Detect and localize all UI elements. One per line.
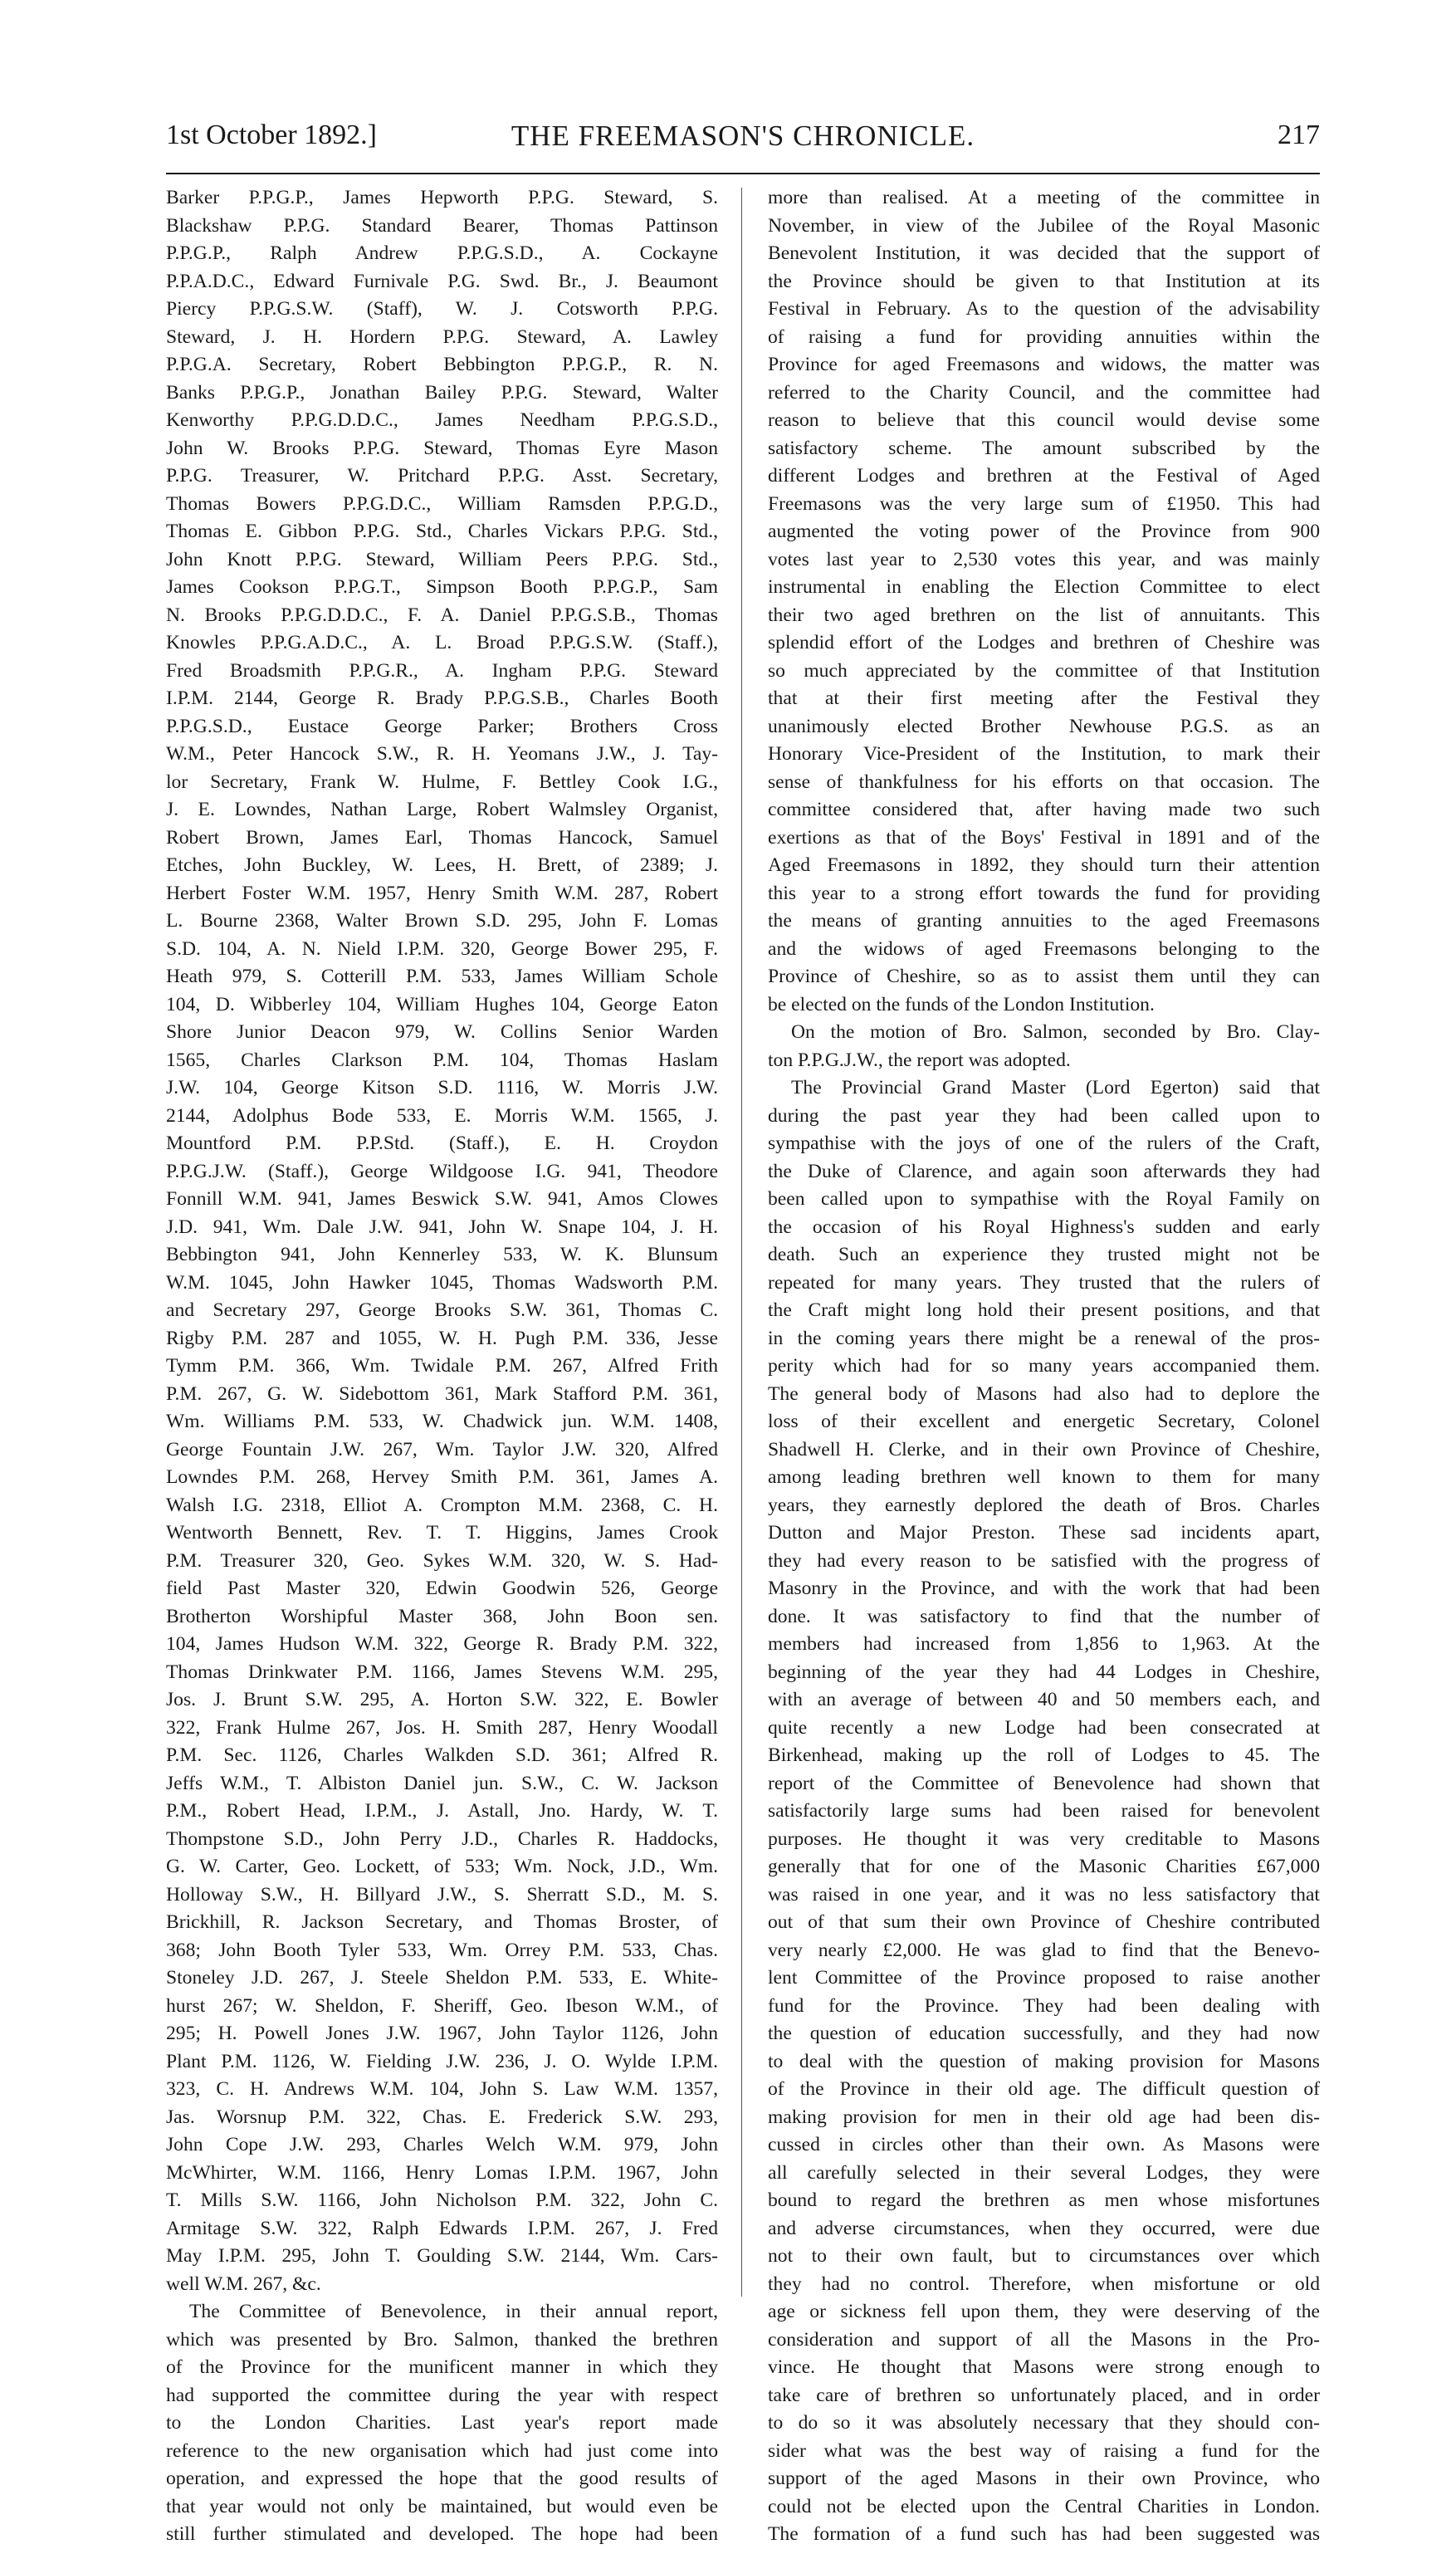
text-line: James Cookson P.P.G.T., Simpson Booth P.P.G.P., Sam — [166, 576, 718, 598]
left-column — [166, 184, 718, 2549]
text-line: operation, and expressed the hope that the good results of — [166, 2468, 718, 2489]
text-line: P.M. Sec. 1126, Charles Walkden S.D. 361; Alfred R. — [166, 1744, 718, 1766]
text-line: P.P.G. Treasurer, W. Pritchard P.P.G. Asst. Secretary, — [166, 465, 718, 487]
text-line: years, they earnestly deplored the death of Bros. Charles — [768, 1494, 1320, 1516]
text-line: P.P.G.A. Secretary, Robert Bebbington P.P.G.P., R. N. — [166, 354, 718, 375]
text-line: Holloway S.W., H. Billyard J.W., S. Sherratt S.D., M. S. — [166, 1883, 718, 1906]
text-line: of the Province in their old age. The difficult question of — [768, 2078, 1320, 2100]
text-line: Stoneley J.D. 267, J. Steele Sheldon P.M. 533, E. White- — [166, 1967, 718, 1989]
text-line: the means of granting annuities to the aged Freemasons — [768, 910, 1320, 932]
text-line: Brotherton Worshipful Master 368, John Boon sen. — [166, 1605, 718, 1627]
text-line: fund for the Province. They had been dealing with — [768, 1994, 1320, 2017]
text-line: Jos. J. Brunt S.W. 295, A. Horton S.W. 322, E. Bowler — [166, 1689, 718, 1710]
text-line: P.P.A.D.C., Edward Furnivale P.G. Swd. Br., J. Beaumont — [166, 270, 718, 292]
text-line: hurst 267; W. Sheldon, F. Sheriff, Geo. Ibeson W.M., of — [166, 1994, 718, 2017]
text-line: J.D. 941, Wm. Dale J.W. 941, John W. Snape 104, J. H. — [166, 1216, 718, 1238]
text-line: referred to the Charity Council, and the committee had — [768, 381, 1320, 404]
page-number: 217 — [1278, 120, 1320, 150]
text-line: splendid effort of the Lodges and brethren of Cheshire was — [768, 632, 1320, 653]
text-line: Thomas E. Gibbon P.P.G. Std., Charles Vickars P.P.G. Std., — [166, 521, 718, 542]
publication-title: THE FREEMASON'S CHRONICLE. — [511, 120, 975, 152]
text-line: very nearly £2,000. He was glad to find that the Benevo- — [768, 1939, 1320, 1961]
text-line: Banks P.P.G.P., Jonathan Bailey P.P.G. Steward, Walter — [166, 381, 718, 404]
text-line: loss of their excellent and energetic Secretary, Colonel — [768, 1411, 1320, 1432]
text-line: well W.M. 267, &c. — [166, 2273, 321, 2295]
text-line: Wm. Williams P.M. 533, W. Chadwick jun. W.M. 1408, — [166, 1411, 718, 1432]
text-line: P.P.G.P., Ralph Andrew P.P.G.S.D., A. Cockayne — [166, 242, 718, 264]
text-line: Thomas Drinkwater P.M. 1166, James Stevens W.M. 295, — [166, 1661, 718, 1683]
text-line: take care of brethren so unfortunately placed, and in order — [768, 2384, 1320, 2406]
text-line: had supported the committee during the year with respect — [166, 2384, 718, 2406]
text-line: in the coming years there might be a renewal of the pros- — [768, 1327, 1320, 1349]
text-line: Thomas Bowers P.P.G.D.C., William Ramsden P.P.G.D., — [166, 492, 718, 515]
text-line: the question of education successfully, and they had now — [768, 2023, 1320, 2044]
text-line: November, in view of the Jubilee of the Royal Masonic — [768, 214, 1320, 237]
text-line: and the widows of aged Freemasons belonging to the — [768, 937, 1320, 960]
text-line: support of the aged Masons in their own Province, who — [768, 2468, 1320, 2489]
text-line: J. E. Lowndes, Nathan Large, Robert Walmsley Organist, — [166, 799, 718, 820]
text-line: P.M., Robert Head, I.P.M., J. Astall, Jno. Hardy, W. T. — [166, 1800, 718, 1822]
text-line: Honorary Vice-President of the Institution, to mark their — [768, 743, 1320, 765]
text-line: P.M. Treasurer 320, Geo. Sykes W.M. 320, W. S. Had- — [166, 1549, 718, 1572]
text-line: and Secretary 297, George Brooks S.W. 361, Thomas C. — [166, 1299, 718, 1321]
text-line: done. It was satisfactory to find that the number of — [768, 1605, 1320, 1627]
text-line: Armitage S.W. 322, Ralph Edwards I.P.M. 267, J. Fred — [166, 2217, 718, 2239]
text-line: they had every reason to be satisfied with the progress of — [768, 1549, 1320, 1572]
text-line: The Committee of Benevolence, in their annual report, — [189, 2301, 718, 2322]
text-line: John Knott P.P.G. Steward, William Peers P.P.G. Std., — [166, 548, 718, 570]
text-line: S.D. 104, A. N. Nield I.P.M. 320, George Bower 295, F. — [166, 937, 718, 960]
text-line: among leading brethren well known to them for many — [768, 1466, 1320, 1488]
text-line: Jas. Worsnup P.M. 322, Chas. E. Frederick S.W. 293, — [166, 2106, 718, 2128]
text-line: generally that for one of the Masonic Charities £67,000 — [768, 1856, 1320, 1877]
text-line: Masonry in the Province, and with the work that had been — [768, 1578, 1320, 1599]
text-line: been called upon to sympathise with the Royal Family on — [768, 1188, 1320, 1210]
text-line: The Provincial Grand Master (Lord Egerton) said that — [791, 1077, 1320, 1098]
text-line: bound to regard the brethren as men whose misfortunes — [768, 2189, 1320, 2211]
text-line: and adverse circumstances, when they occurred, were due — [768, 2217, 1320, 2239]
text-line: McWhirter, W.M. 1166, Henry Lomas I.P.M. 1967, John — [166, 2161, 718, 2184]
text-line: instrumental in enabling the Election Committee to elect — [768, 576, 1320, 598]
text-line: sider what was the best way of raising a fund for the — [768, 2439, 1320, 2462]
text-line: all carefully selected in their several Lodges, they were — [768, 2161, 1320, 2184]
text-line: Fonnill W.M. 941, James Beswick S.W. 941, Amos Clowes — [166, 1188, 718, 1210]
text-line: Thompstone S.D., John Perry J.D., Charles R. Haddocks, — [166, 1827, 718, 1850]
text-line: votes last year to 2,530 votes this year, and was mainly — [768, 548, 1320, 570]
text-line: purposes. He thought it was very creditable to Masons — [768, 1827, 1320, 1850]
text-line: T. Mills S.W. 1166, John Nicholson P.M. 322, John C. — [166, 2189, 718, 2211]
text-line: so much appreciated by the committee of that Institution — [768, 659, 1320, 682]
text-line: Kenworthy P.P.G.D.D.C., James Needham P.P.G.S.D., — [166, 409, 718, 431]
text-line: reference to the new organisation which had just come into — [166, 2439, 718, 2462]
text-line: age or sickness fell upon them, they were deserving of the — [768, 2301, 1320, 2322]
text-line: ton P.P.G.J.W., the report was adopted. — [768, 1049, 1071, 1071]
text-line: John Cope J.W. 293, Charles Welch W.M. 979, John — [166, 2134, 718, 2155]
text-line: quite recently a new Lodge had been consecrated at — [768, 1716, 1320, 1739]
text-line: augmented the voting power of the Province from 900 — [768, 521, 1320, 542]
text-line: members had increased from 1,856 to 1,963. At the — [768, 1633, 1320, 1655]
text-line: which was presented by Bro. Salmon, thanked the brethren — [166, 2328, 718, 2351]
text-line: 322, Frank Hulme 267, Jos. H. Smith 287, Henry Woodall — [166, 1716, 718, 1739]
text-line: reason to believe that this council would devise some — [768, 409, 1320, 431]
text-line: J.W. 104, George Kitson S.D. 1116, W. Morris J.W. — [166, 1077, 718, 1098]
text-line: Aged Freemasons in 1892, they should turn their attention — [768, 854, 1320, 876]
text-line: the Province should be given to that Institution at its — [768, 270, 1320, 292]
text-line: On the motion of Bro. Salmon, seconded by Bro. Clay- — [791, 1021, 1320, 1043]
text-line: P.P.G.J.W. (Staff.), George Wildgoose I.G. 941, Theodore — [166, 1160, 718, 1182]
text-line: Etches, John Buckley, W. Lees, H. Brett, of 2389; J. — [166, 854, 718, 876]
text-line: vince. He thought that Masons were strong enough to — [768, 2356, 1320, 2378]
text-line: The general body of Masons had also had to deplore the — [768, 1382, 1320, 1405]
text-line: perity which had for so many years accompanied them. — [768, 1355, 1320, 1377]
text-line: Heath 979, S. Cotterill P.M. 533, James William Schole — [166, 966, 718, 987]
text-line: 323, C. H. Andrews W.M. 104, John S. Law W.M. 1357, — [166, 2078, 718, 2100]
text-line: the Duke of Clarence, and again soon afterwards they had — [768, 1160, 1320, 1182]
text-line: N. Brooks P.P.G.D.D.C., F. A. Daniel P.P.G.S.B., Thomas — [166, 604, 718, 626]
text-line: 368; John Booth Tyler 533, Wm. Orrey P.M. 533, Chas. — [166, 1939, 718, 1961]
text-line: sympathise with the joys of one of the rulers of the Craft, — [768, 1133, 1320, 1154]
text-line: lent Committee of the Province proposed to raise another — [768, 1967, 1320, 1989]
text-line: not to their own fault, but to circumstances over which — [768, 2245, 1320, 2267]
text-line: could not be elected upon the Central Charities in London. — [768, 2495, 1320, 2517]
text-line: Shadwell H. Clerke, and in their own Province of Cheshire, — [768, 1438, 1320, 1460]
text-line: to the London Charities. Last year's report made — [166, 2412, 718, 2434]
text-line: 2144, Adolphus Bode 533, E. Morris W.M. 1565, J. — [166, 1104, 718, 1127]
text-line: with an average of between 40 and 50 members each, and — [768, 1689, 1320, 1710]
text-line: P.P.G.S.D., Eustace George Parker; Brothers Cross — [166, 715, 718, 737]
text-line: beginning of the year they had 44 Lodges in Cheshire, — [768, 1661, 1320, 1683]
text-line: Freemasons was the very large sum of £1950. This had — [768, 492, 1320, 515]
text-line: Knowles P.P.G.A.D.C., A. L. Broad P.P.G.S.W. (Staff.), — [166, 632, 718, 653]
text-line: Tymm P.M. 366, Wm. Twidale P.M. 267, Alfred Frith — [166, 1355, 718, 1377]
text-line: Blackshaw P.P.G. Standard Bearer, Thomas Pattinson — [166, 214, 718, 237]
text-line: Bebbington 941, John Kennerley 533, W. K. Blunsum — [166, 1244, 718, 1265]
text-line: Herbert Foster W.M. 1957, Henry Smith W.M. 287, Robert — [166, 882, 718, 904]
text-line: to deal with the question of making provision for Masons — [768, 2050, 1320, 2072]
text-line: Jeffs W.M., T. Albiston Daniel jun. S.W., C. W. Jackson — [166, 1772, 718, 1794]
text-line: exertions as that of the Boys' Festival in 1891 and of the — [768, 826, 1320, 849]
text-line: Barker P.P.G.P., James Hepworth P.P.G. Steward, S. — [166, 187, 718, 208]
text-line: cussed in circles other than their own. As Masons were — [768, 2134, 1320, 2155]
text-line: Province for aged Freemasons and widows, the matter was — [768, 354, 1320, 375]
text-line: Robert Brown, James Earl, Thomas Hancock, Samuel — [166, 826, 718, 849]
text-line: consideration and support of all the Masons in the Pro- — [768, 2328, 1320, 2351]
text-line: the Craft might long hold their present positions, and that — [768, 1299, 1320, 1321]
text-line: satisfactorily large sums had been raised for benevolent — [768, 1800, 1320, 1822]
text-line: Fred Broadsmith P.P.G.R., A. Ingham P.P.G. Steward — [166, 659, 718, 682]
text-line: Shore Junior Deacon 979, W. Collins Senior Warden — [166, 1021, 718, 1043]
text-line: John W. Brooks P.P.G. Steward, Thomas Eyre Mason — [166, 437, 718, 459]
text-line: death. Such an experience they trusted might not be — [768, 1244, 1320, 1265]
text-line: that year would not only be maintained, but would even be — [166, 2495, 718, 2517]
text-line: Festival in February. As to the question of the advisability — [768, 298, 1320, 320]
page-header — [166, 116, 1320, 163]
text-line: I.P.M. 2144, George R. Brady P.P.G.S.B., Charles Booth — [166, 687, 718, 709]
text-line: their two aged brethren on the list of annuitants. This — [768, 604, 1320, 626]
text-line: Wentworth Bennett, Rev. T. T. Higgins, James Crook — [166, 1522, 718, 1544]
text-line: Plant P.M. 1126, W. Fielding J.W. 236, J. O. Wylde I.P.M. — [166, 2050, 718, 2072]
text-line: L. Bourne 2368, Walter Brown S.D. 295, John F. Lomas — [166, 910, 718, 932]
text-line: sense of thankfulness for his efforts on that occasion. The — [768, 771, 1320, 793]
text-line: Walsh I.G. 2318, Elliot A. Crompton M.M. 2368, C. H. — [166, 1494, 718, 1516]
text-line: lor Secretary, Frank W. Hulme, F. Bettley Cook I.G., — [166, 771, 718, 793]
text-line: was raised in one year, and it was no less satisfactory that — [768, 1883, 1320, 1906]
text-line: 295; H. Powell Jones J.W. 1967, John Taylor 1126, John — [166, 2023, 718, 2044]
text-line: G. W. Carter, Geo. Lockett, of 533; Wm. Nock, J.D., Wm. — [166, 1856, 718, 1877]
text-line: more than realised. At a meeting of the committee in — [768, 187, 1320, 208]
text-line: making provision for men in their old age had been dis- — [768, 2106, 1320, 2128]
text-line: be elected on the funds of the London Institution. — [768, 993, 1155, 1015]
text-line: May I.P.M. 295, John T. Goulding S.W. 2144, Wm. Cars- — [166, 2245, 718, 2267]
text-line: of raising a fund for providing annuities within the — [768, 325, 1320, 348]
text-line: Rigby P.M. 287 and 1055, W. H. Pugh P.M. 336, Jesse — [166, 1327, 718, 1349]
text-line: Mountford P.M. P.P.Std. (Staff.), E. H. Croydon — [166, 1133, 718, 1154]
text-line: repeated for many years. They trusted that the rulers of — [768, 1271, 1320, 1294]
header-rule — [166, 173, 1320, 174]
text-line: unanimously elected Brother Newhouse P.G.S. as an — [768, 715, 1320, 737]
text-line: satisfactory scheme. The amount subscribed by the — [768, 437, 1320, 459]
text-line: this year to a strong effort towards the fund for providing — [768, 882, 1320, 904]
text-line: Birkenhead, making up the roll of Lodges to 45. The — [768, 1744, 1320, 1766]
text-line: 104, James Hudson W.M. 322, George R. Brady P.M. 322, — [166, 1633, 718, 1655]
text-line: that at their first meeting after the Festival they — [768, 687, 1320, 709]
text-line: W.M. 1045, John Hawker 1045, Thomas Wadsworth P.M. — [166, 1271, 718, 1294]
text-line: out of that sum their own Province of Cheshire contributed — [768, 1911, 1320, 1933]
text-line: different Lodges and brethren at the Festival of Aged — [768, 465, 1320, 487]
text-line: the occasion of his Royal Highness's sudden and early — [768, 1216, 1320, 1238]
text-line: George Fountain J.W. 267, Wm. Taylor J.W. 320, Alfred — [166, 1438, 718, 1460]
text-line: W.M., Peter Hancock S.W., R. H. Yeomans J.W., J. Tay- — [166, 743, 718, 765]
text-line: Brickhill, R. Jackson Secretary, and Thomas Broster, of — [166, 1911, 718, 1933]
text-line: Piercy P.P.G.S.W. (Staff), W. J. Cotsworth P.P.G. — [166, 298, 718, 320]
text-line: of the Province for the munificent manner in which they — [166, 2356, 718, 2378]
text-line: Benevolent Institution, it was decided that the support of — [768, 242, 1320, 264]
issue-date: 1st October 1892.] — [166, 120, 378, 150]
text-line: Steward, J. H. Hordern P.P.G. Steward, A. Lawley — [166, 325, 718, 348]
text-line: The formation of a fund such has had been suggested was — [768, 2523, 1320, 2545]
text-line: still further stimulated and developed. The hope had been — [166, 2523, 718, 2545]
text-line: Dutton and Major Preston. These sad incidents apart, — [768, 1522, 1320, 1544]
column-divider — [741, 188, 742, 2297]
text-line: during the past year they had been called upon to — [768, 1104, 1320, 1127]
right-column — [768, 184, 1320, 2549]
text-line: they had no control. Therefore, when misfortune or old — [768, 2273, 1320, 2295]
text-line: Province of Cheshire, so as to assist them until they can — [768, 966, 1320, 987]
text-line: to do so it was absolutely necessary that they should con- — [768, 2412, 1320, 2434]
text-line: committee considered that, after having made two such — [768, 799, 1320, 820]
text-line: 1565, Charles Clarkson P.M. 104, Thomas Haslam — [166, 1049, 718, 1071]
text-line: report of the Committee of Benevolence had shown that — [768, 1772, 1320, 1794]
text-line: field Past Master 320, Edwin Goodwin 526, George — [166, 1578, 718, 1599]
text-line: P.M. 267, G. W. Sidebottom 361, Mark Stafford P.M. 361, — [166, 1382, 718, 1405]
text-line: Lowndes P.M. 268, Hervey Smith P.M. 361, James A. — [166, 1466, 718, 1488]
text-line: 104, D. Wibberley 104, William Hughes 104, George Eaton — [166, 993, 718, 1015]
